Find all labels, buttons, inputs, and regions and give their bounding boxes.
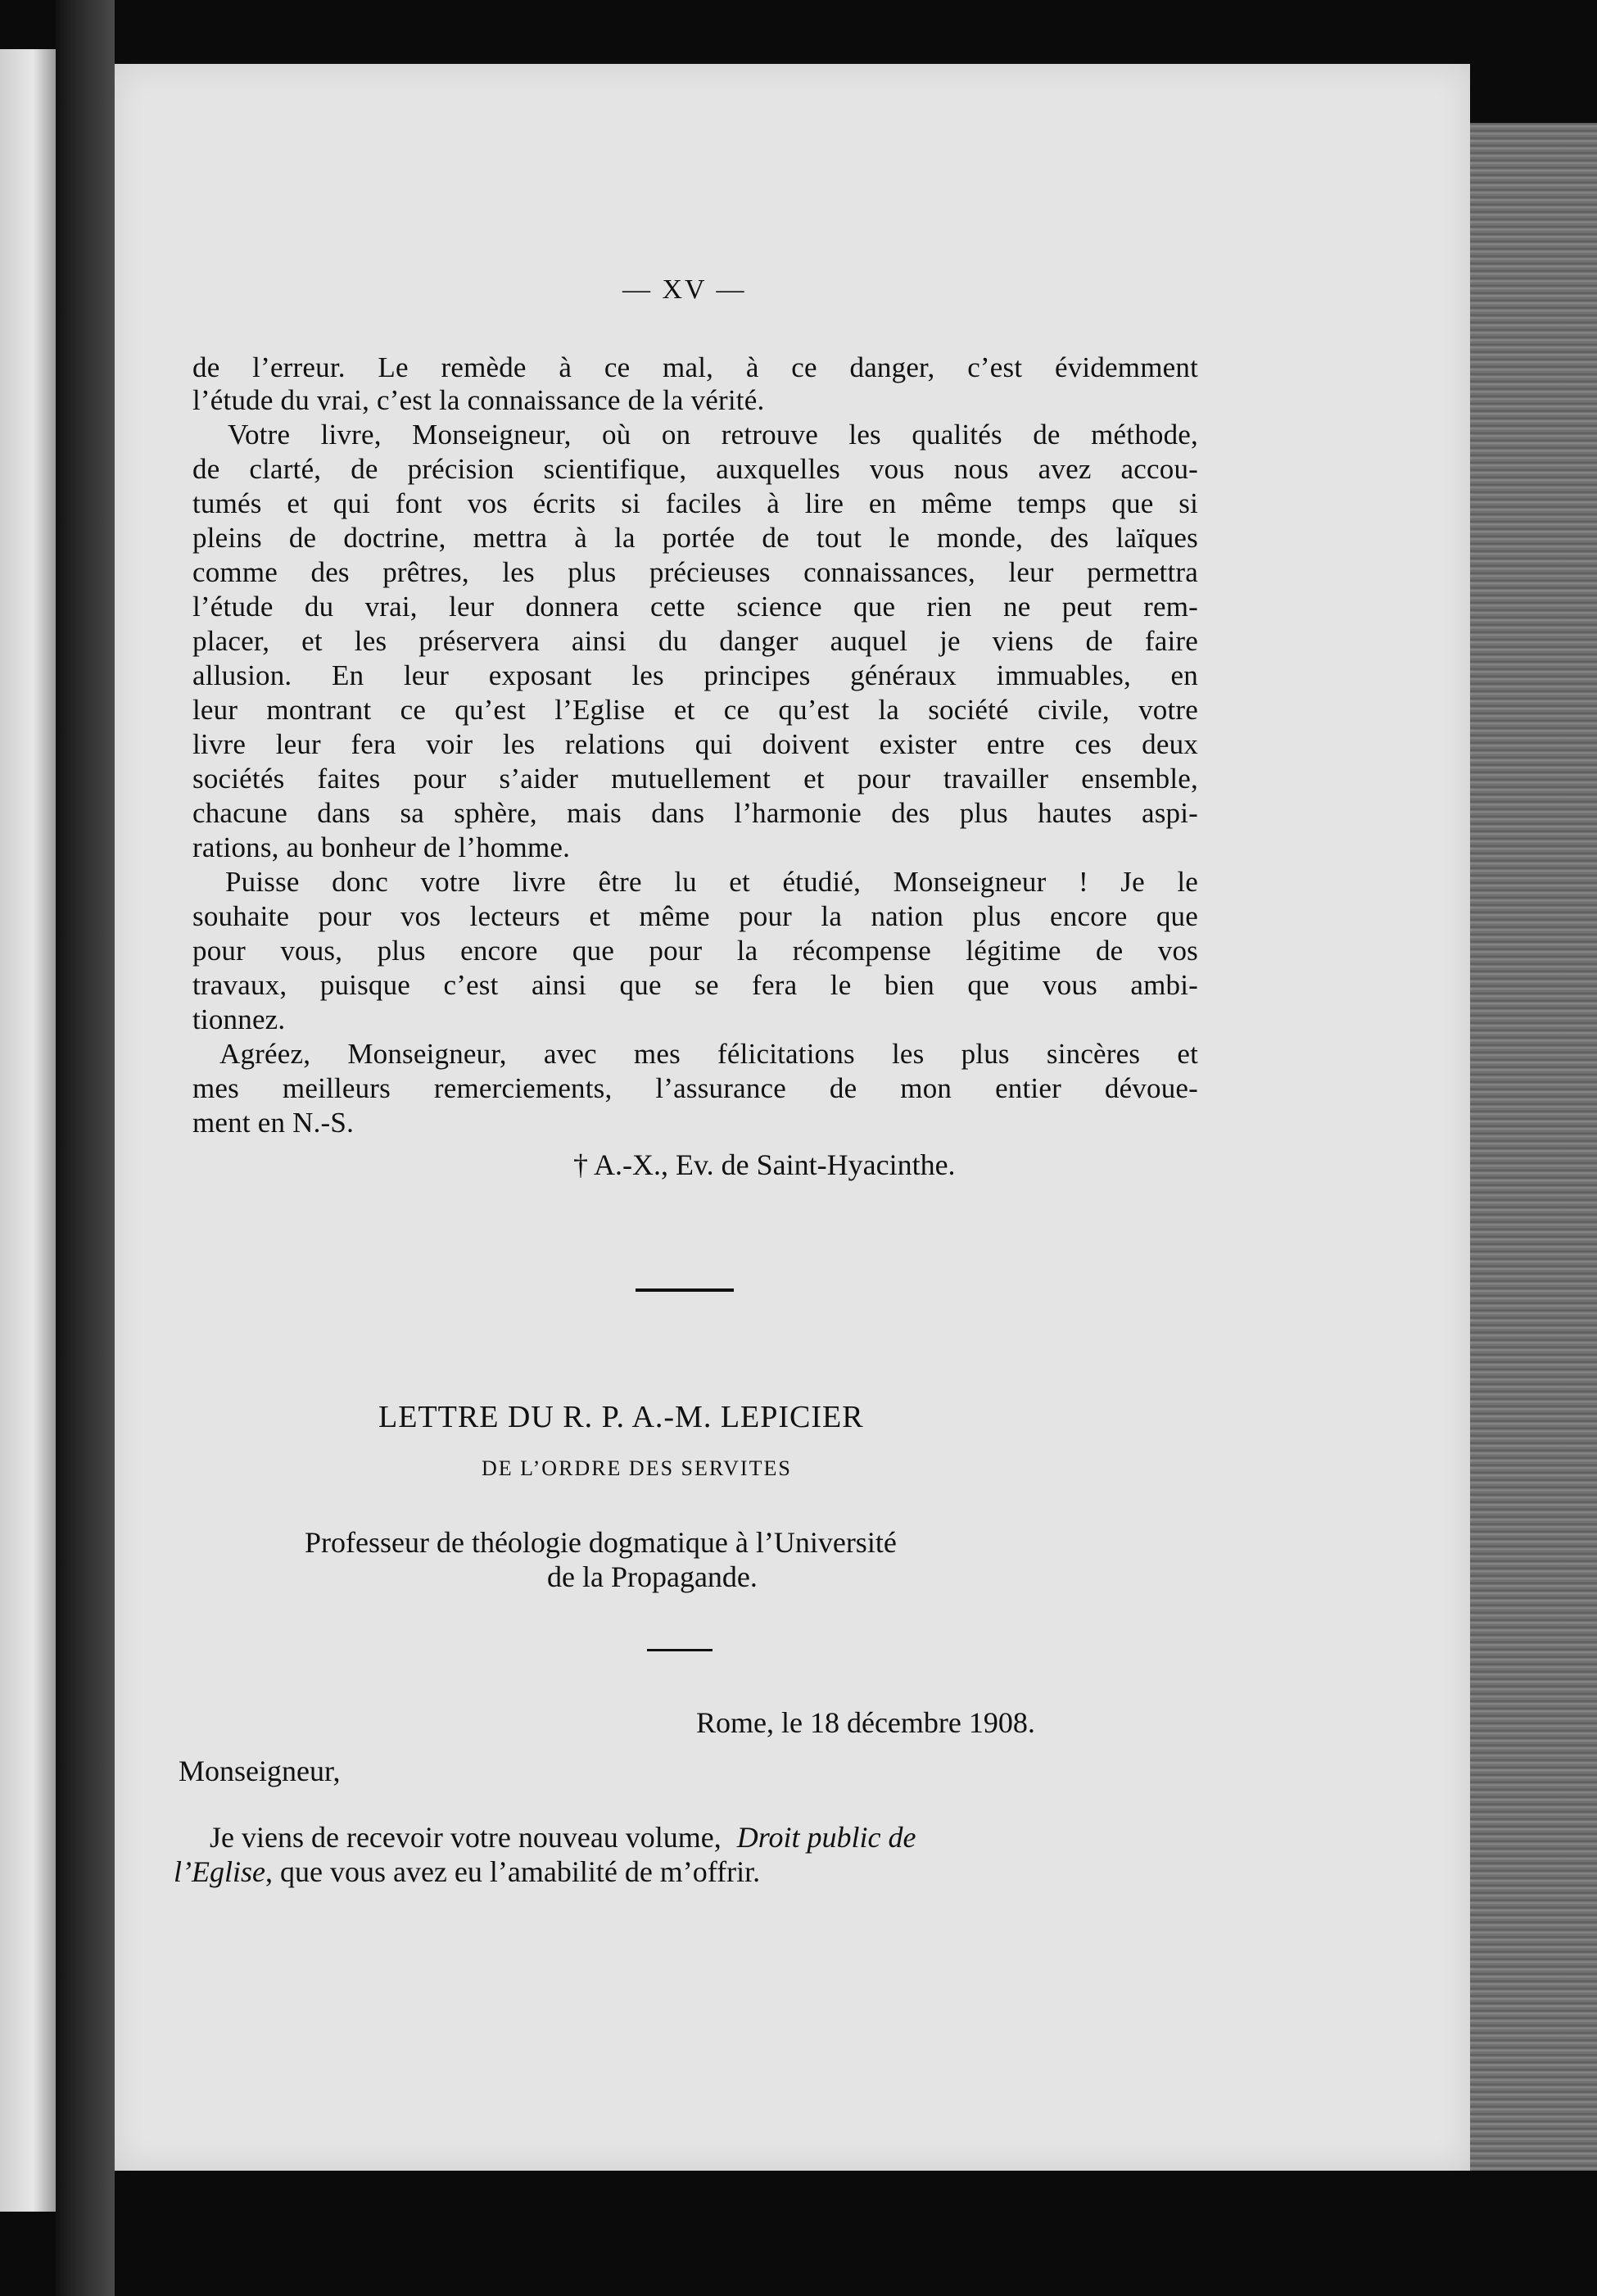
body-line: tionnez.: [192, 1003, 286, 1035]
body-line: leur montrant ce qu’est l’Eglise et ce qu’est la société civile, votre: [192, 694, 1198, 726]
body-line: Agréez, Monseigneur, avec mes félicitations les plus sincères et: [219, 1038, 1198, 1070]
body-line: tumés et qui font vos écrits si faciles à lire en même temps que si: [192, 487, 1198, 519]
body-line: rations, au bonheur de l’homme.: [192, 831, 571, 863]
body-line: chacune dans sa sphère, mais dans l’harmonie des plus hautes aspi-: [192, 797, 1198, 829]
left-page-edge: [0, 49, 56, 2212]
body-line: ment en N.-S.: [192, 1107, 355, 1139]
body-line: livre leur fera voir les relations qui doivent exister entre ces deux: [192, 728, 1198, 760]
body-line: comme des prêtres, les plus précieuses connaissances, leur permettra: [192, 556, 1198, 588]
section-separator: [636, 1288, 734, 1292]
body-line: pour vous, plus encore que pour la récompense légitime de vos: [192, 935, 1198, 967]
body-line: pleins de doctrine, mettra à la portée de tout le monde, des laïques: [192, 522, 1198, 554]
letter-body-text: Je viens de recevoir votre nouveau volume,: [210, 1821, 729, 1854]
book-title: Droit public de: [736, 1821, 916, 1854]
signature: † A.-X., Ev. de Saint-Hyacinthe.: [573, 1148, 956, 1181]
body-line: placer, et les préservera ainsi du danger auquel je viens de faire: [192, 625, 1198, 657]
body-line: sociétés faites pour s’aider mutuellement et pour travailler ensemble,: [192, 763, 1198, 795]
letter-body-line: [210, 1820, 1184, 1854]
body-line: de clarté, de précision scientifique, auxquelles vous nous avez accou-: [192, 453, 1198, 485]
affiliation-line: Professeur de théologie dogmatique à l’Université: [305, 1526, 897, 1559]
body-line: l’étude du vrai, leur donnera cette science que rien ne peut rem-: [192, 591, 1198, 623]
body-line: Votre livre, Monseigneur, où on retrouve les qualités de méthode,: [228, 419, 1198, 451]
page-stack-edge: [1466, 123, 1597, 2171]
book-gutter: [56, 0, 115, 2296]
body-line: l’étude du vrai, c’est la connaissance de la vérité.: [192, 384, 765, 416]
book-title: l’Eglise: [174, 1855, 265, 1888]
body-line: souhaite pour vos lecteurs et même pour la nation plus encore que: [192, 900, 1198, 932]
body-line: de l’erreur. Le remède à ce mal, à ce danger, c’est évidemment: [192, 351, 1198, 383]
letter-body-line: [174, 1854, 760, 1889]
letter-subheading: DE L’ORDRE DES SERVITES: [482, 1456, 792, 1480]
dateline: Rome, le 18 décembre 1908.: [696, 1706, 1035, 1739]
letter-heading: LETTRE DU R. P. A.-M. LEPICIER: [378, 1400, 864, 1434]
letter-body-text: , que vous avez eu l’amabilité de m’offrir.: [265, 1855, 761, 1888]
body-line: travaux, puisque c’est ainsi que se fera le bien que vous ambi-: [192, 969, 1198, 1001]
page-number: — XV —: [622, 274, 747, 305]
body-line: mes meilleurs remerciements, l’assurance de mon entier dévoue-: [192, 1072, 1198, 1104]
body-line: allusion. En leur exposant les principes généraux immuables, en: [192, 659, 1198, 691]
short-rule: [647, 1649, 713, 1651]
salutation: Monseigneur,: [179, 1755, 341, 1787]
body-line: Puisse donc votre livre être lu et étudié, Monseigneur ! Je le: [225, 866, 1198, 898]
affiliation-line: de la Propagande.: [547, 1560, 758, 1593]
